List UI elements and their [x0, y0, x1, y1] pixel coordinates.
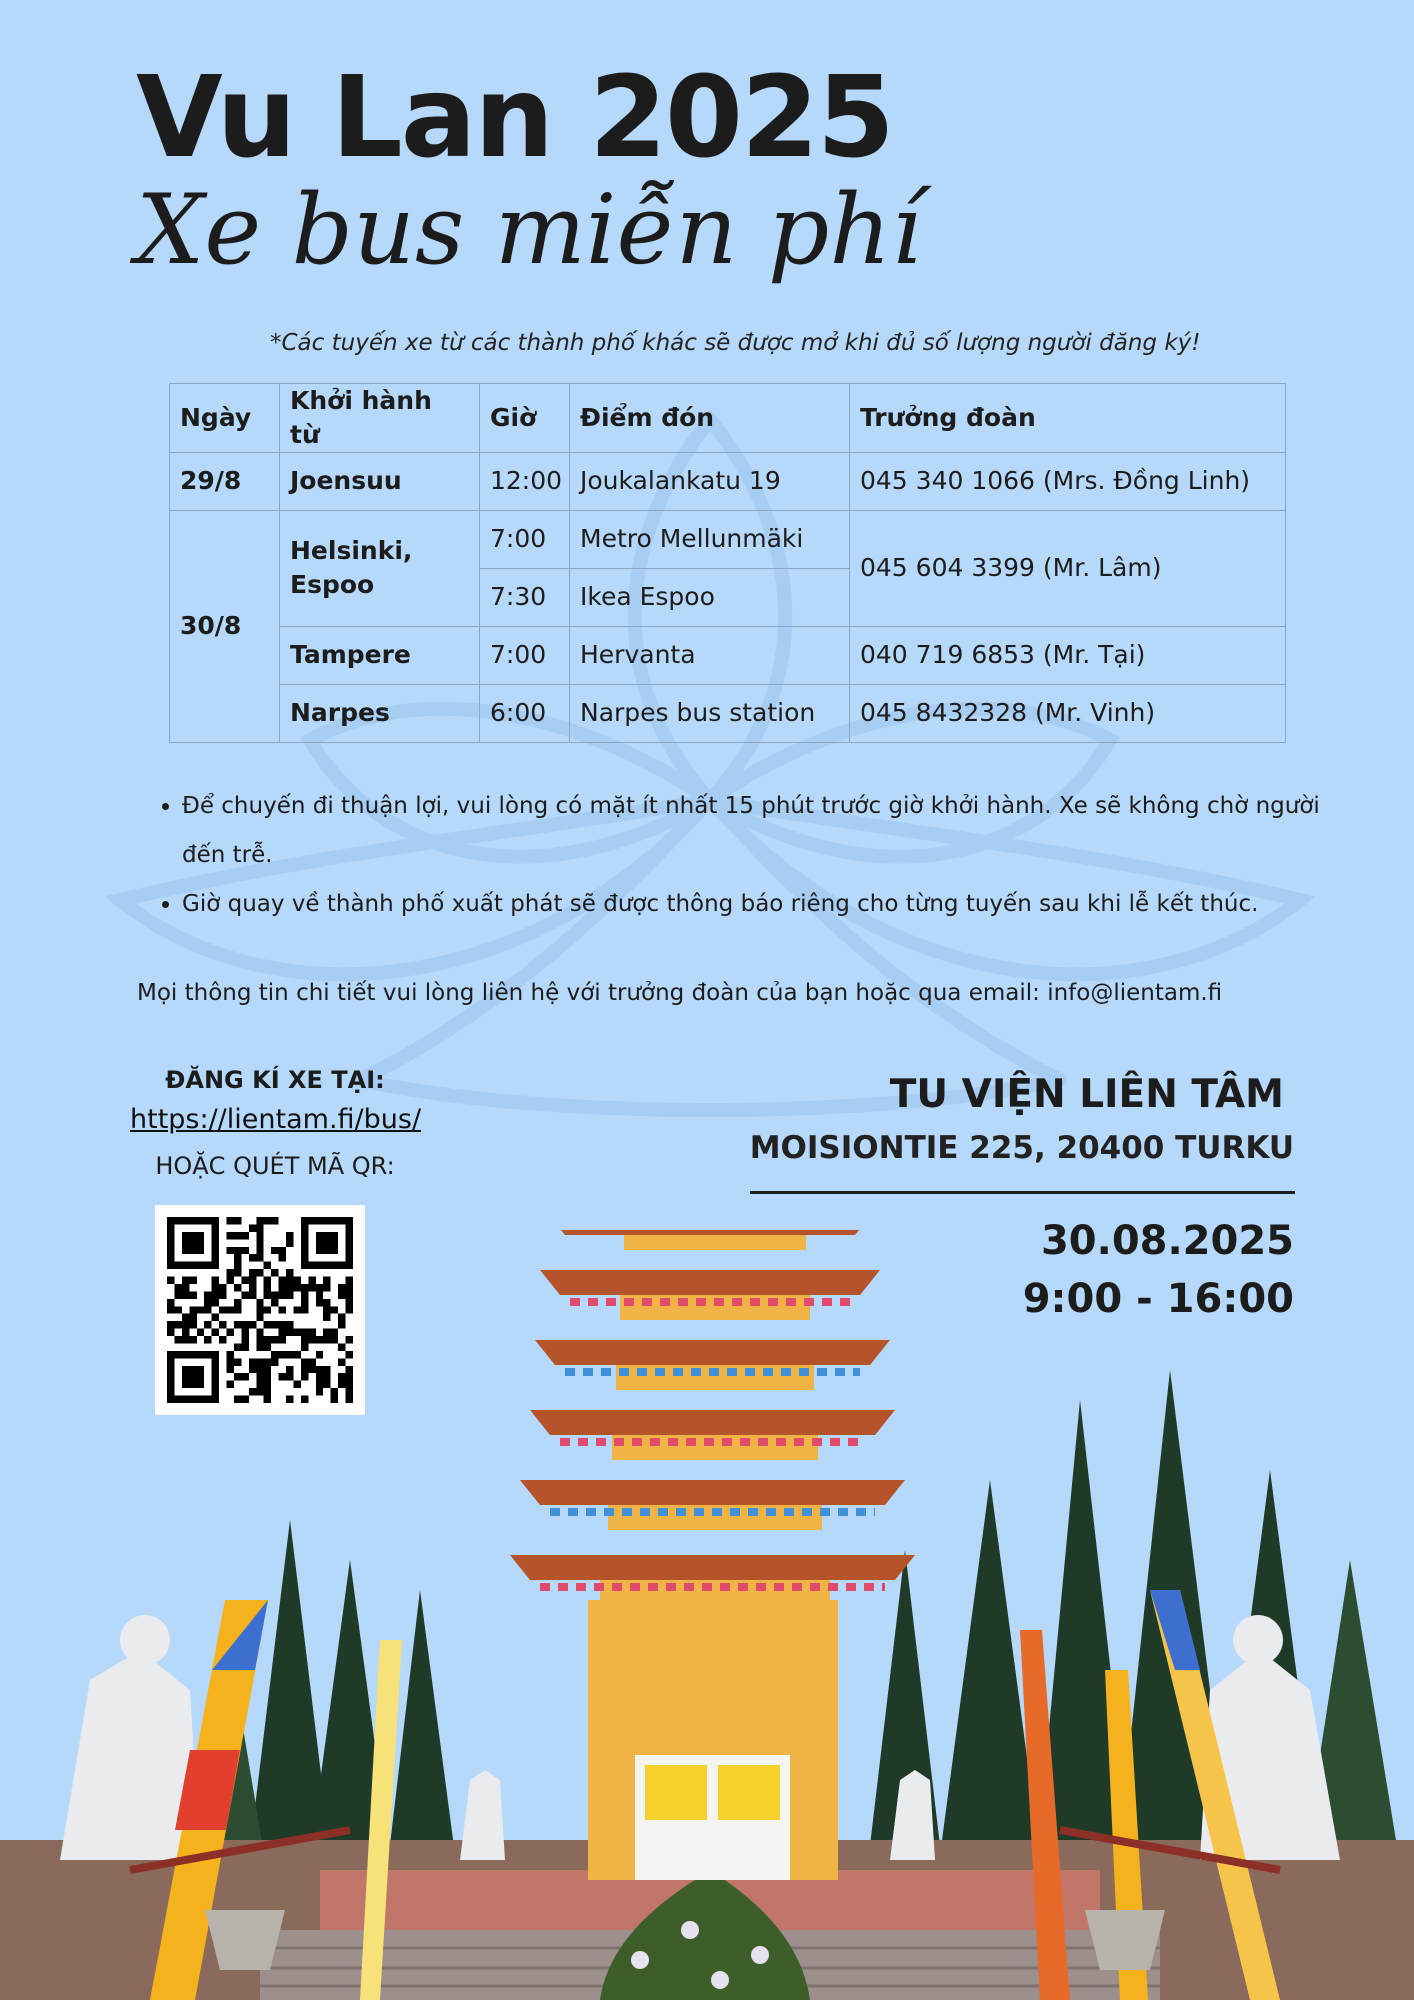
list-item: • Giờ quay về thành phố xuất phát sẽ được thông báo riêng cho từng tuyến sau khi lễ kết thúc. — [182, 880, 1342, 929]
venue-address: MOISIONTIE 225, 20400 TURKU — [749, 1130, 1294, 1166]
header-time: Giờ — [480, 384, 570, 453]
cell-time: 12:00 — [480, 452, 570, 510]
registration-heading: ĐĂNG KÍ XE TẠI: — [165, 1066, 385, 1094]
divider — [750, 1191, 1295, 1194]
cell-date: 30/8 — [170, 510, 280, 742]
table-header-row — [170, 384, 1286, 453]
cell-city: Helsinki, Espoo — [280, 510, 480, 626]
qr-label: HOẶC QUÉT MÃ QR: — [155, 1152, 395, 1180]
cell-pickup: Hervanta — [570, 626, 850, 684]
cell-city: Joensuu — [280, 452, 480, 510]
cell-leader: 045 8432328 (Mr. Vinh) — [850, 684, 1286, 742]
cell-time: 6:00 — [480, 684, 570, 742]
cell-pickup: Metro Mellunmäki — [570, 510, 850, 568]
cell-time: 7:30 — [480, 568, 570, 626]
cell-pickup: Narpes bus station — [570, 684, 850, 742]
registration-link[interactable]: https://lientam.fi/bus/ — [130, 1104, 422, 1135]
poster-title: Vu Lan 2025 — [136, 53, 893, 183]
poster-subtitle: Xe bus miễn phí — [136, 174, 922, 286]
header-departure: Khởi hành từ — [280, 384, 480, 453]
bus-schedule-table — [169, 383, 1286, 743]
route-note: *Các tuyến xe từ các thành phố khác sẽ được mở khi đủ số lượng người đăng ký! — [270, 330, 1201, 356]
pagoda-photo — [0, 1230, 1414, 2000]
contact-info: Mọi thông tin chi tiết vui lòng liên hệ với trưởng đoàn của bạn hoặc qua email: info@lientam.fi — [137, 980, 1223, 1006]
table-row — [170, 684, 1286, 742]
venue-name: TU VIỆN LIÊN TÂM — [889, 1072, 1284, 1117]
cell-leader: 045 604 3399 (Mr. Lâm) — [850, 510, 1286, 626]
notes-list — [150, 782, 1342, 929]
table-row — [170, 452, 1286, 510]
header-pickup: Điểm đón — [570, 384, 850, 453]
cell-city: Narpes — [280, 684, 480, 742]
header-date: Ngày — [170, 384, 280, 453]
cell-date: 29/8 — [170, 452, 280, 510]
cell-pickup: Joukalankatu 19 — [570, 452, 850, 510]
cell-leader: 045 340 1066 (Mrs. Đồng Linh) — [850, 452, 1286, 510]
table-row — [170, 510, 1286, 568]
cell-city: Tampere — [280, 626, 480, 684]
event-date: 30.08.2025 — [1040, 1218, 1294, 1264]
cell-time: 7:00 — [480, 626, 570, 684]
header-leader: Trưởng đoàn — [850, 384, 1286, 453]
cell-time: 7:00 — [480, 510, 570, 568]
cell-leader: 040 719 6853 (Mr. Tại) — [850, 626, 1286, 684]
table-row — [170, 626, 1286, 684]
list-item: • Để chuyến đi thuận lợi, vui lòng có mặt ít nhất 15 phút trước giờ khởi hành. Xe sẽ không chờ người đến trễ. — [182, 782, 1342, 880]
cell-pickup: Ikea Espoo — [570, 568, 850, 626]
event-time: 9:00 - 16:00 — [1022, 1276, 1294, 1322]
